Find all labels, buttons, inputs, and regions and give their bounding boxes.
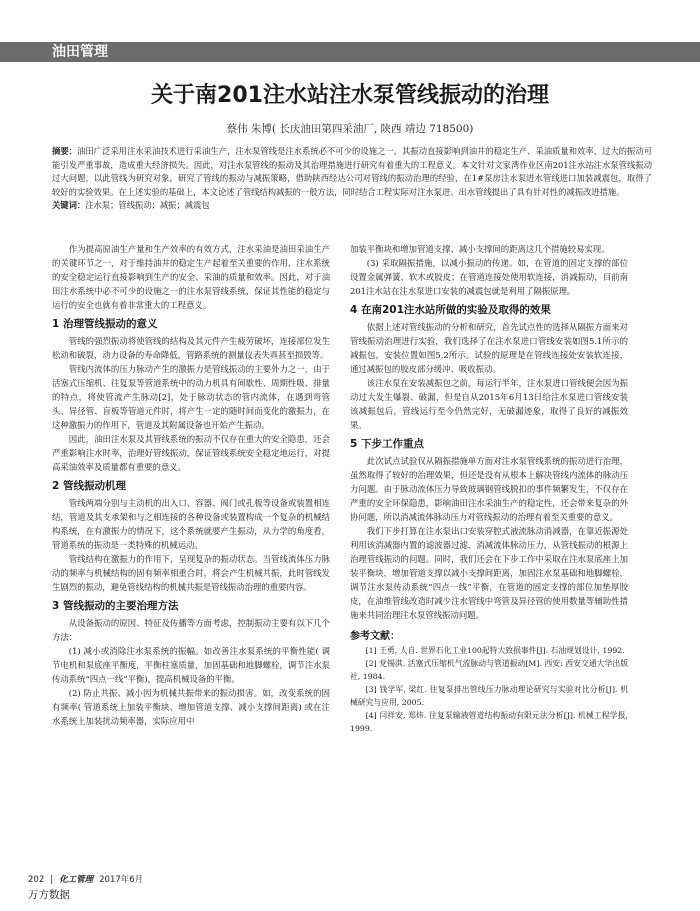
keywords-text: 注水泵；管线振动；减振；减震包 xyxy=(85,200,210,210)
keywords-label: 关键词： xyxy=(52,200,86,210)
heading-section-3: 3 管线振动的主要治理方法 xyxy=(52,600,179,612)
heading-section-2: 2 管线振动机理 xyxy=(52,480,126,492)
page-number: 202 xyxy=(28,875,45,885)
heading-section-1: 1 治理管线振动的意义 xyxy=(52,318,158,330)
right-column xyxy=(350,242,628,735)
page-footer xyxy=(28,873,143,885)
article-title: 关于南201注水站注水泵管线振动的治理 xyxy=(151,83,549,108)
section-5-paragraph-1: 此次试点试验仅从隔振措施单方面对注水泵管线系统的振动进行治理，虽然取得了较好的治理效果，但还是没有从根本上解决管线内流体的脉动压力问题。由于脉动流体压力导致玻璃钢管线脱扣的事件频繁发生，不仅存在严重的安全环保隐患，影响油田注水采油生产的稳定性，还会带来复杂的外协问题，所以消减流体脉动压力对管线振动的治理有着至关重要的意义。 xyxy=(350,456,628,522)
references-heading: 参考文献： xyxy=(350,631,400,642)
section-2-paragraph-2: 管线结构在激振力的作用下，呈现复杂的振动状态。当管线流体压力脉动的频率与机械结构的固有频率相重合时，将会产生机械共振，此时管线发生剧烈的振动，避免管线结构的机械共振是管线振动治理的重要内容。 xyxy=(52,554,330,592)
footer-separator: | xyxy=(50,875,54,885)
issue-date: 2017年6月 xyxy=(99,875,144,885)
section-3-paragraph-2: (1) 减小或消除注水泵系统的振幅。如改善注水泵系统的平衡性能( 调节电机和泵底座平衡度，平衡柱塞质量，加固基础和地脚螺栓，调节注水泵传动系统“四点一线”平衡)，提高机械设备的平衡。 xyxy=(52,646,330,684)
section-3-paragraph-1: 从设备振动的原因、特征及传播等方面考虑，控制振动主要有以下几个方法： xyxy=(52,618,330,642)
reference-item: [1] 王勇, 人自. 世界石化工业100起特大致损事件[J]. 石油规划设计, 1992. xyxy=(365,646,625,655)
abstract-text: 油田广泛采用注水采油技术进行采油生产，注水泵管线是注水系统必不可少的设施之一，其振动直接影响到油井的稳定生产、采油质量和效率，过大的振动可能引发严重事故，造成重大经济损失。因此，对注水泵管线的振动及其治理措施进行研究有着重大的工程意义。本文针对文家湾作业区南201注水站注水泵管线振动过大问题，以此管线为研究对象，研究了管线的振动与减振策略，借助陕西经达公司对管线的振动治理的经验，在1#泵房注水泵进水管线进口加装减震包，取得了较好的实验效果。在上述实验的基础上，本文论述了管线结构减振的一般方法，同时结合工程实际对注水泵进、出水管线提出了具有针对性的减振改进措施。 xyxy=(52,146,652,197)
section-2-paragraph-1: 管线两端分别与主动机的出入口、容器、阀门或孔板等设备或装置相连结，管道及其支承架和与之相连接的各种设备或装置构成一个复杂的机械结构系统，在有激振力的情况下，这个系统就要产生振动，从力学的角度看，管道系统的振动是一类特殊的机械运动。 xyxy=(52,498,330,550)
heading-section-5: 5 下步工作重点 xyxy=(350,438,424,450)
reference-item: [2] 党锡淇. 活塞式压缩机气流脉动与管道振动[M]. 西安: 西安交通大学出版社, 1984. xyxy=(350,659,628,681)
section-tag: 油田管理 xyxy=(52,44,108,60)
reference-item: [4] 闫祥安, 郑炜. 往复泵输液管道结构振动有限元法分析[J]. 机械工程学报, 1999. xyxy=(350,711,628,733)
section-5-paragraph-2: 我们下步打算在注水泵出口安装穿腔式液流脉动消减器，在靠近振源处利用该消减器内置的滤波器过滤、消减流体脉动压力，从管线振动的根源上治理管线振动的问题。同时，我们还会在下步工作中采取在注水泵底座上加装平衡块，增加管道支撑以减小支撑间距离，加固注水泵基础和地脚螺栓，调节注水泵传动系统“四点一线”平衡，在管道的固定支撑的部位加垫厚胶皮，在油维管线改造时减少注水管线中弯管及异径管的使用数量等辅助性措施来共同治理注水泵管线振动问题。 xyxy=(350,526,628,620)
section-4-paragraph-2: 该注水泵在安装减振包之前，每运行半年，注水泵进口管线便会因为振动过大发生爆裂、破漏，但是自从2015年6月13日给注水泵进口管线安装该减振包后，管线运行至今仍然完好，无破漏迹象，取得了良好的减振效果。 xyxy=(350,378,628,430)
abstract-block xyxy=(52,145,652,213)
section-1-paragraph-3: 因此，油田注水泵及其管线系统的振动不仅存在重大的安全隐患，还会严重影响注水时率，治理好管线振动，保证管线系统安全稳定地运行，对提高采油效率及质量都有重要的意义。 xyxy=(52,434,330,472)
section-1-paragraph-2: 管线内流体的压力脉动产生的激振力是管线振动的主要外力之一，由于活塞式压缩机、往复泵等管道系统中的动力机具有间歇性、周期性吸、排量的特点，将使管流产生脉动[2]，处于脉动状态的管内流体，在遇到弯管头、异径管、盲板等管道元件时，将产生一定的随时间而变化的激振力，在这种激振力的作用下，管道及其附属设备也开始产生振动。 xyxy=(52,364,330,430)
journal-name: 化工管理 xyxy=(59,875,94,885)
section-4-paragraph-1: 依据上述对管线振动的分析和研究，首先试点性的选择从隔振方面来对管线振动治理进行实验，我们选择了在注水泵进口管线安装如图5.1所示的减振包，安装位置如图5.2所示。试验的原理是在管线连接处安装软连接，通过减振包的胶皮部分缓冲、吸收振动。 xyxy=(350,322,628,374)
article-authors: 蔡伟 朱博( 长庆油田第四采油厂, 陕西 靖边 718500) xyxy=(226,123,474,135)
section-1-paragraph-1: 管线的强烈振动将使管线的结构及其元件产生疲劳破坏，连接部位发生松动和破裂，动力设备的寿命降低，管路系统的测量仪表失真甚至损毁等。 xyxy=(52,336,330,360)
section-3-paragraph-4: (3) 采取隔振措施，以减小振动的传递。如，在管道的固定支撑的部位设置金属弹簧、软木或胶皮；在管道连接处使用软连接，消减振动，目前南201注水站在注水泵进口安装的减震包就是利用了隔振原理。 xyxy=(350,258,628,296)
intro-paragraph: 作为提高原油生产量和生产效率的有效方式，注水采油是油田采油生产的关键环节之一，对于维持油井的稳定生产起着至关重要的作用，注水系统的安全稳定运行直接影响到生产的安全、采油的质量和效率。因此，对于油田注水系统中必不可少的设施之一的注水泵管线系统，保证其性能的稳定与运行的安全也就有着非常重大的工程意义。 xyxy=(52,244,330,310)
section-3-paragraph-3: (2) 防止共振、减小因为机械共振带来的振动损害。如，改变系统的固有频率( 管道系统上加装平衡块、增加管道支撑、减小支撑间距离) 或在注水系统上加装扰动频率器，实际应用中 xyxy=(52,688,330,726)
abstract-label: 摘要： xyxy=(52,146,78,156)
section-3-continued: 加装平衡块和增加管道支撑、减小支撑间的距离这几个措施较易实现。 xyxy=(350,244,610,254)
source-watermark: 万方数据 xyxy=(28,889,70,901)
left-column xyxy=(52,242,330,728)
section-header-bar xyxy=(0,42,700,62)
heading-section-4: 4 在南201注水站所做的实验及取得的效果 xyxy=(350,304,551,316)
reference-item: [3] 钱学军, 梁红. 往复泵排出管线压力脉动理论研究与实验对比分析[J]. 机械研究与应用, 2005. xyxy=(350,685,628,707)
